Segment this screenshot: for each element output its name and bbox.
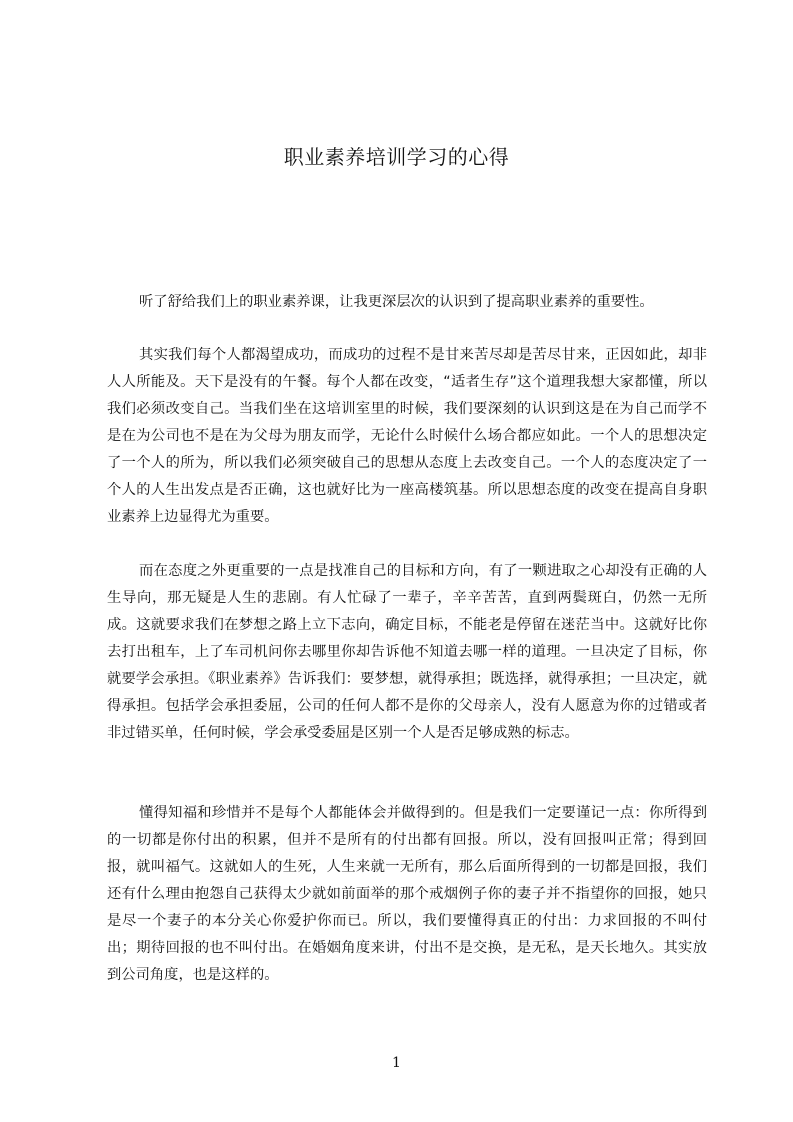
paragraph-intro: 听了舒给我们上的职业素养课，让我更深层次的认识到了提高职业素养的重要性。 <box>139 294 654 310</box>
paragraph-goals: 而在态度之外更重要的一点是找准自己的目标和方向，有了一颗进取之心却没有正确的人生导向，那无疑是人生的悲剧。有人忙碌了一辈子，辛辛苦苦，直到两鬓斑白，仍然一无所成。这就要求我们在梦想之路上立下志向，确定目标，不能老是停留在迷茫当中。这就好比你去打出租车，上了车司机问你去哪里你却告诉他不知道去哪一样的道理。一旦决定了目标，你就要学会承担。《职业素养》告诉我们：要梦想，就得承担；既选择，就得承担；一旦决定，就得承担。包括学会承担委屈，公司的任何人都不是你的父母亲人，没有人愿意为你的过错或者非过错买单，任何时候，学会承受委屈是区别一个人是否足够成熟的标志。 <box>107 563 707 741</box>
paragraph-gratitude: 懂得知福和珍惜并不是每个人都能体会并做得到的。但是我们一定要谨记一点：你所得到的一切都是你付出的积累，但并不是所有的付出都有回报。所以，没有回报叫正常；得到回报，就叫福气。这就如人的生死，人生来就一无所有，那么后面所得到的一切都是回报，我们还有什么理由抱怨自己获得太少就如前面举的那个戒烟例子你的妻子并不指望你的回报，她只是尽一个妻子的本分关心你爱护你而已。所以，我们要懂得真正的付出：力求回报的不叫付出；期待回报的也不叫付出。在婚姻角度来讲，付出不是交换，是无私，是天长地久。其实放到公司角度，也是这样的。 <box>107 805 707 983</box>
document-title: 职业素养培训学习的心得 <box>283 145 510 169</box>
page-number: 1 <box>392 1055 401 1071</box>
paragraph-change-self: 其实我们每个人都渴望成功，而成功的过程不是甘来苦尽却是苦尽甘来，正因如此，却非人人所能及。天下是没有的午餐。每个人都在改变，“适者生存”这个道理我想大家都懂，所以我们必须改变自己。当我们坐在这培训室里的时候，我们要深刻的认识到这是在为自己而学不是在为公司也不是在为父母为朋友而学，无论什么时候什么场合都应如此。一个人的思想决定了一个人的所为，所以我们必须突破自己的思想从态度上去改变自己。一个人的态度决定了一个人的人生出发点是否正确，这也就好比为一座高楼筑基。所以思想态度的改变在提高自身职业素养上边显得尤为重要。 <box>107 347 707 525</box>
